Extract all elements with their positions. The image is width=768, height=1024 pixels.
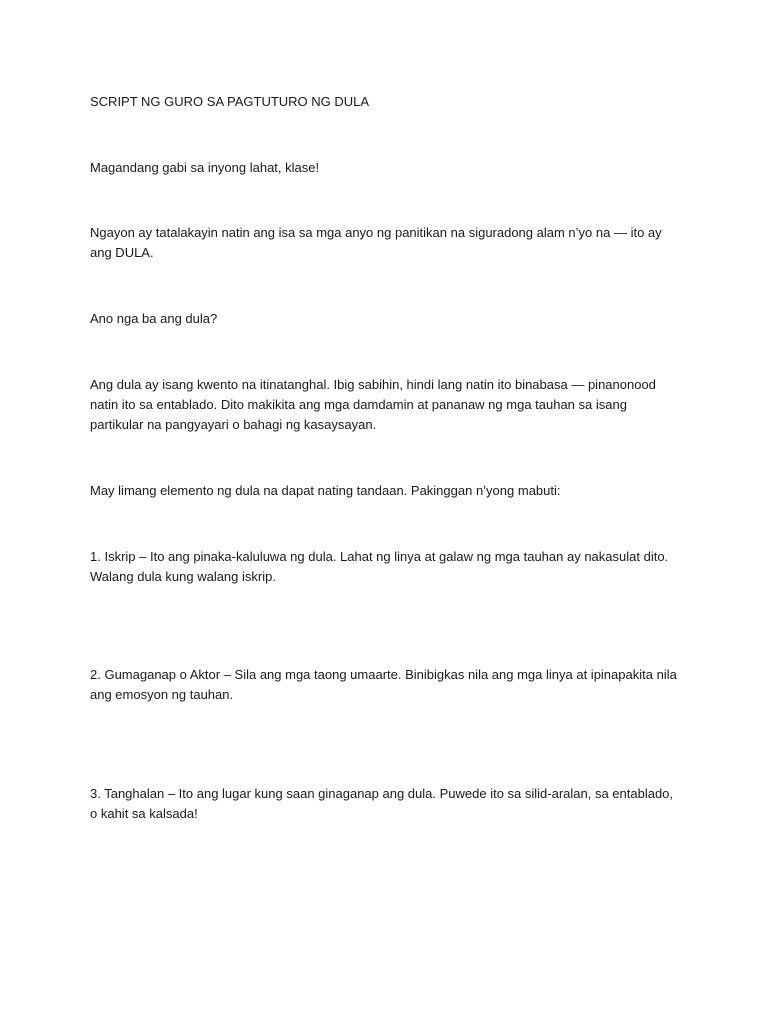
element-item-aktor: 2. Gumaganap o Aktor – Sila ang mga taong umaarte. Binibigkas nila ang mga linya at ipinapakita nila ang emosyon ng tauhan. <box>90 667 677 702</box>
greeting-paragraph: Magandang gabi sa inyong lahat, klase! <box>90 160 320 175</box>
question-paragraph: Ano nga ba ang dula? <box>90 311 218 326</box>
intro-paragraph: Ngayon ay tatalakayin natin ang isa sa mga anyo ng panitikan na siguradong alam n’yo na — ito ay ang DULA. <box>90 225 662 260</box>
element-item-iskrip: 1. Iskrip – Ito ang pinaka-kaluluwa ng dula. Lahat ng linya at galaw ng mga tauhan ay nakasulat dito. Walang dula kung walang iskrip. <box>90 549 669 584</box>
definition-paragraph: Ang dula ay isang kwento na itinatanghal. Ibig sabihin, hindi lang natin ito binabasa — pinanonood natin ito sa entablado. Dito makikita ang mga damdamin at pananaw ng mga tauhan sa isang partikular na pangyayari o bahagi ng kasaysayan. <box>90 377 656 432</box>
document-title: SCRIPT NG GURO SA PAGTUTURO NG DULA <box>90 94 370 109</box>
element-item-tanghalan: 3. Tanghalan – Ito ang lugar kung saan ginaganap ang dula. Puwede ito sa silid-aralan, sa entablado, o kahit sa kalsada! <box>90 786 674 821</box>
elements-intro-paragraph: May limang elemento ng dula na dapat nating tandaan. Pakinggan n’yong mabuti: <box>90 483 561 498</box>
